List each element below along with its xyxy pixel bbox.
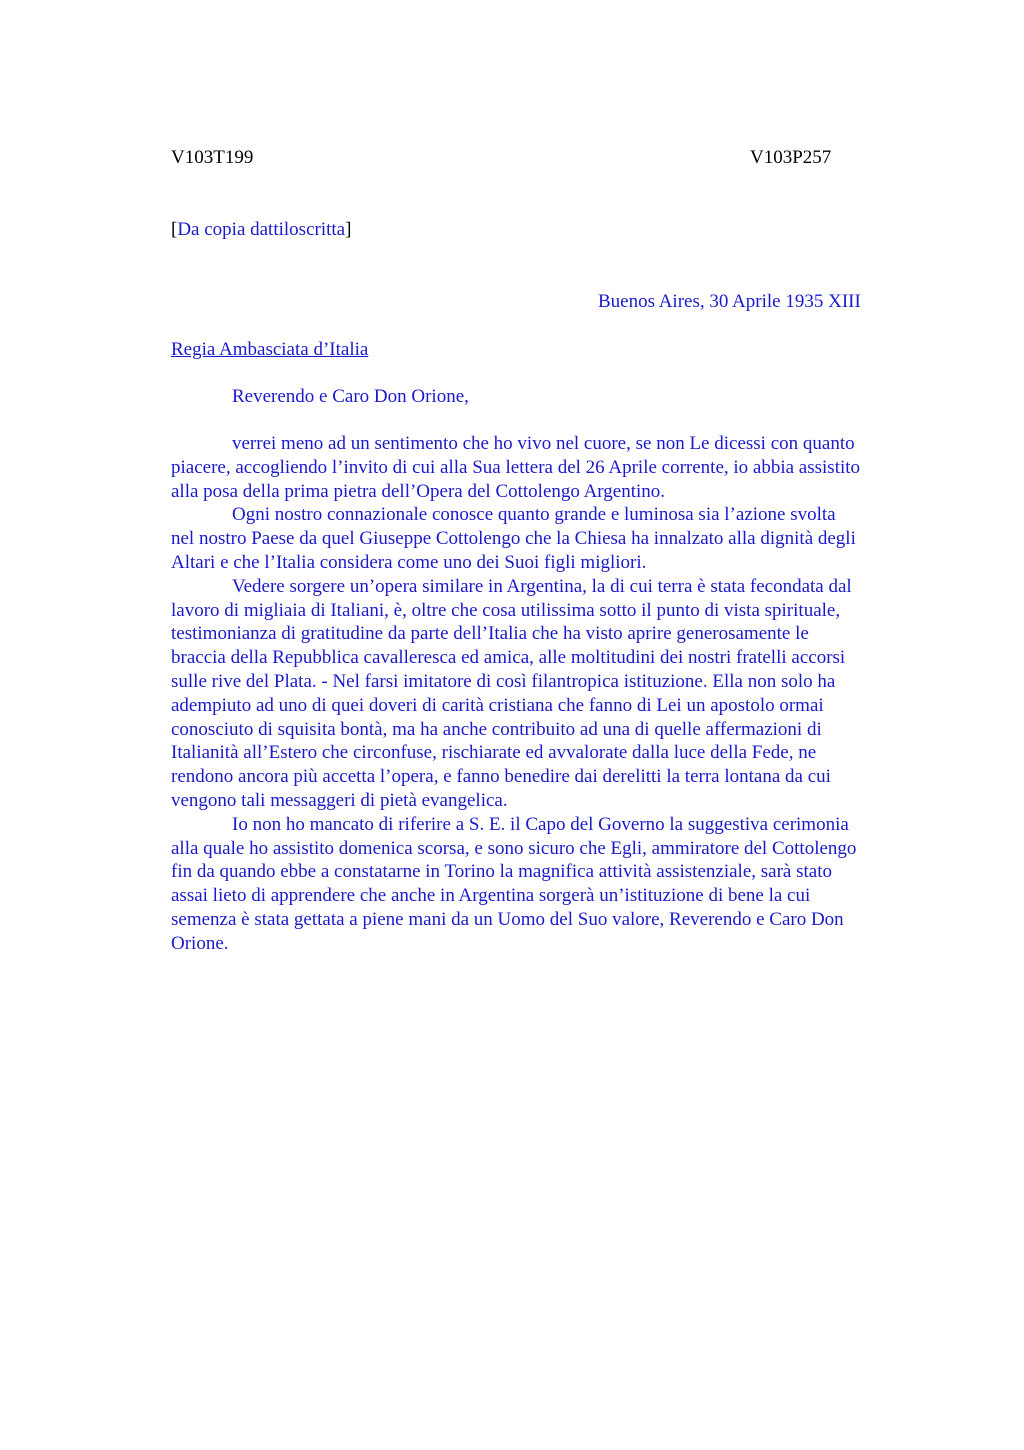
body-line: conosciuto di squisita bontà, ma ha anche contribuito ad una di quelle affermazioni di — [171, 718, 822, 740]
letter-salutation: Reverendo e Caro Don Orione, — [232, 386, 469, 407]
document-code-right: V103P257 — [750, 147, 832, 168]
body-line: Ogni nostro connazionale conosce quanto grande e luminosa sia l’azione svolta — [232, 504, 836, 526]
body-line: assai lieto di apprendere che anche in Argentina sorgerà un’istituzione di bene la cui — [171, 885, 811, 907]
body-line: Vedere sorgere un’opera similare in Argentina, la di cui terra è stata fecondata dal — [232, 575, 852, 597]
body-line: Io non ho mancato di riferire a S. E. il Capo del Governo la suggestiva cerimonia — [232, 813, 849, 835]
body-line: alla posa della prima pietra dell’Opera del Cottolengo Argentino. — [171, 480, 666, 502]
source-note-close-bracket: ] — [345, 219, 352, 240]
body-line: Orione. — [171, 932, 229, 954]
body-line: braccia della Repubblica cavalleresca ed amica, alle moltitudini dei nostri fratelli accorsi — [171, 647, 846, 669]
body-line: Altari e che l’Italia considera come uno dei Suoi figli migliori. — [171, 551, 647, 573]
letter-body — [171, 432, 923, 956]
source-note — [171, 218, 351, 242]
body-line: Italianità all’Estero che circonfuse, rischiarate ed avvalorate dalla luce della Fede, ne — [171, 742, 817, 764]
body-line: alla quale ho assistito domenica scorsa, e sono sicuro che Egli, ammiratore del Cottolengo — [171, 837, 857, 859]
letter-sender: Regia Ambasciata d’Italia — [171, 339, 369, 360]
body-line: adempiuto ad uno di quei doveri di carità cristiana che fanno di Lei un apostolo ormai — [171, 694, 824, 716]
body-line: nel nostro Paese da quel Giuseppe Cottolengo che la Chiesa ha innalzato alla dignità degli — [171, 528, 856, 550]
body-line: piacere, accogliendo l’invito di cui alla Sua lettera del 26 Aprile corrente, io abbia assistito — [171, 456, 861, 478]
body-line: sulle rive del Plata. - Nel farsi imitatore di così filantropica istituzione. Ella non solo ha — [171, 670, 836, 692]
body-line: fin da quando ebbe a constatarne in Torino la magnifica attività assistenziale, sarà stato — [171, 861, 832, 883]
letter-date: Buenos Aires, 30 Aprile 1935 XIII — [598, 291, 861, 312]
source-note-open-bracket: [ — [171, 219, 178, 240]
body-line: semenza è stata gettata a piene mani da un Uomo del Suo valore, Reverendo e Caro Don — [171, 908, 844, 930]
body-line: rendono ancora più accetta l’opera, e fanno benedire dai derelitti la terra lontana da cui — [171, 766, 831, 788]
body-line: verrei meno ad un sentimento che ho vivo nel cuore, se non Le dicessi con quanto — [232, 433, 855, 454]
body-line: vengono tali messaggeri di pietà evangelica. — [171, 789, 508, 811]
body-line: lavoro di migliaia di Italiani, è, oltre che cosa utilissima sotto il punto di vista spirituale, — [171, 599, 841, 621]
body-line: testimonianza di gratitudine da parte dell’Italia che ha visto aprire generosamente le — [171, 623, 809, 645]
document-code-left: V103T199 — [171, 147, 254, 168]
source-note-text: Da copia dattiloscritta — [177, 219, 346, 240]
